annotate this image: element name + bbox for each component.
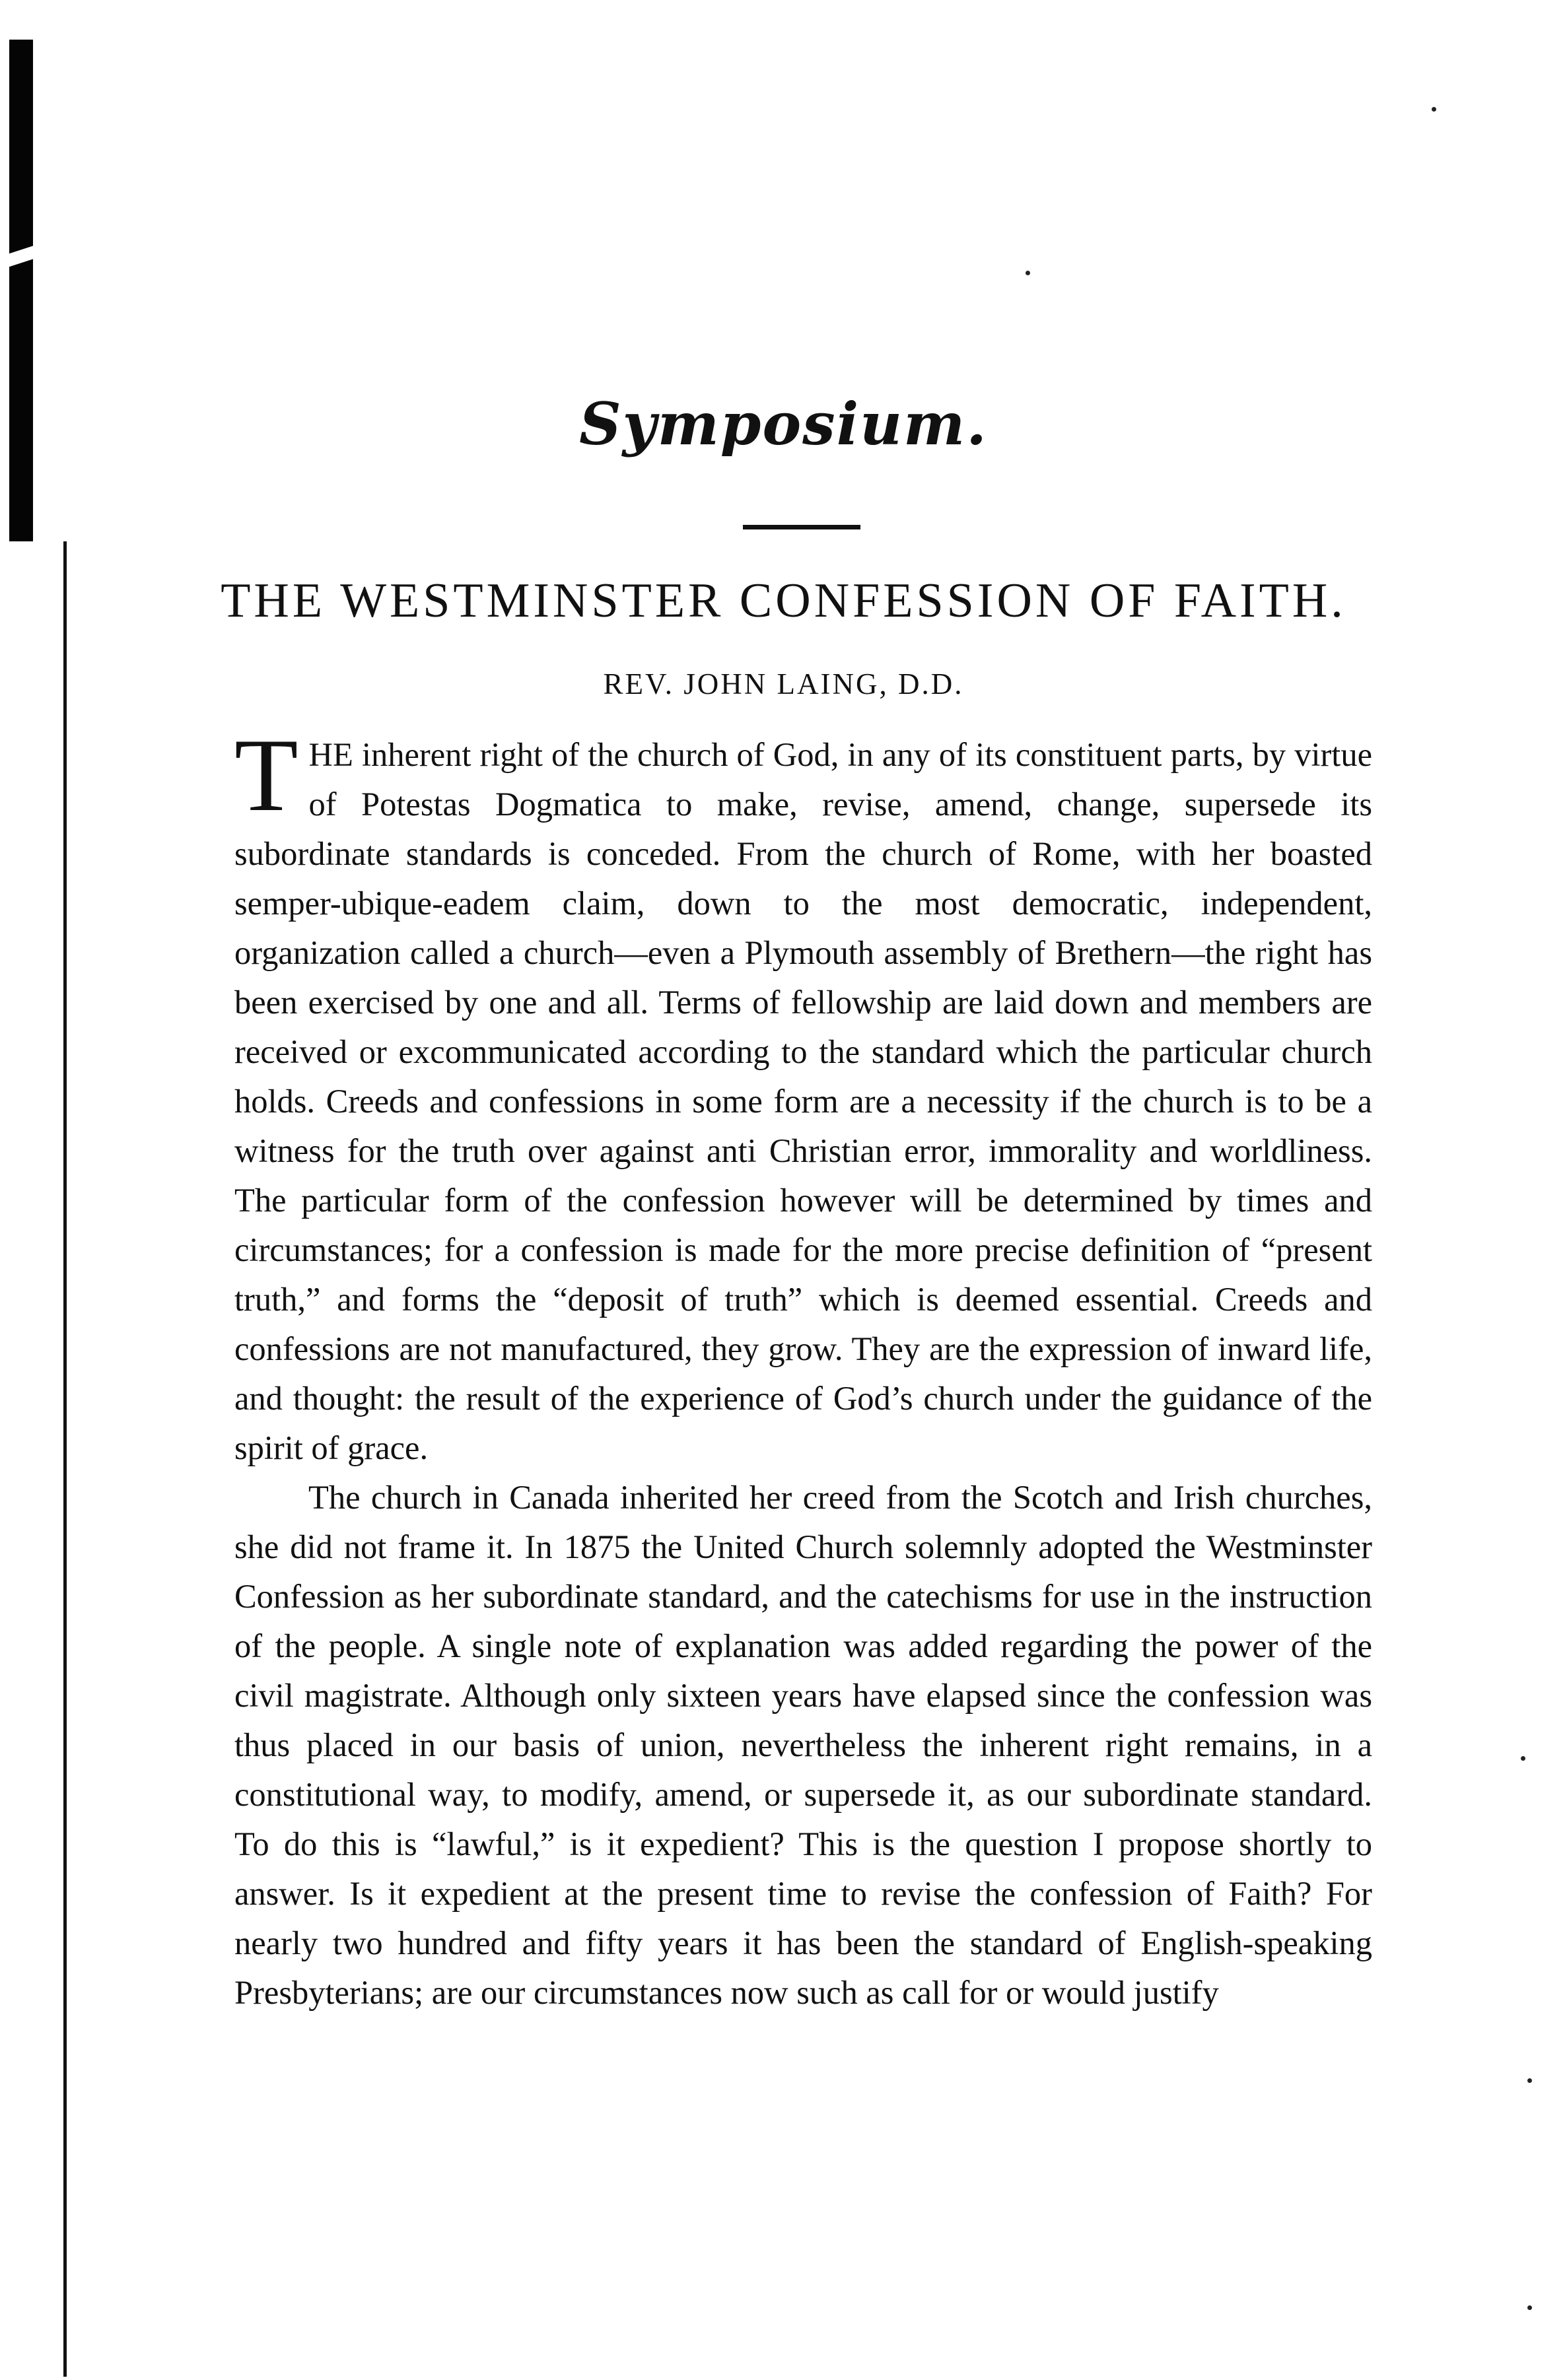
speck-mark xyxy=(1432,107,1436,112)
author-byline: REV. JOHN LAING, D.D. xyxy=(603,667,964,700)
binding-edge xyxy=(9,40,33,541)
binding-line xyxy=(63,541,67,2377)
speck-mark xyxy=(1521,1756,1525,1761)
paragraph: THE inherent right of the church of God, in any of its constituent parts, by virtue of Potestas Dogmatica to make, revise, amend, change, supersede its subordinate standards is conceded. From the church of Rome, with her boasted semper-ubique-eadem claim, down to the most democratic, independent, organization called a church—even a Plymouth assembly of Brethern—the right has been exercised by one and all. Terms of fellowship are laid down and members are received or excommunicated according to the standard which the particular church holds. Creeds and confessions in some form are a necessity if the church is to be a witness for the truth over against anti Christian error, immorality and worldliness. The particular form of the confession however will be determined by times and circumstances; for a confession is made for the more precise definition of “present truth,” and forms the “deposit of truth” which is deemed essential. Creeds and confessions are not manufactured, they grow. They are the expression of inward life, and thought: the result of the experience of God’s church under the guidance of the spirit of grace. xyxy=(234,718,1372,1466)
speck-mark xyxy=(1527,2078,1532,2083)
paragraph: The church in Canada inherited her creed from the Scotch and Irish churches, she did not frame it. In 1875 the United Church solemnly adopted the Westminster Confession as her subordinate standard, and the catechisms for use in the instruction of the people. A single note of explanation was added regarding the power of the civil magistrate. Although only sixteen years have elapsed since the confession was thus placed in our basis of union, nevertheless the inherent right remains, in a constitutional way, to modify, amend, or supersede it, as our subordinate standard. To do this is “lawful,” is it expedient? This is the question I propose shortly to answer. Is it expedient at the present time to revise the confession of Faith? For nearly two hundred and fifty years it has been the standard of English-speaking Presbyterians; are our circumstances now such as call for or would justify xyxy=(234,1479,1372,2011)
article-body xyxy=(234,718,1372,2018)
page-heading: Symposium. xyxy=(579,390,988,458)
article-title: THE WESTMINSTER CONFESSION OF FAITH. xyxy=(221,574,1346,628)
speck-mark xyxy=(1527,2305,1532,2310)
speck-mark xyxy=(1026,271,1030,275)
heading-rule xyxy=(743,525,860,529)
